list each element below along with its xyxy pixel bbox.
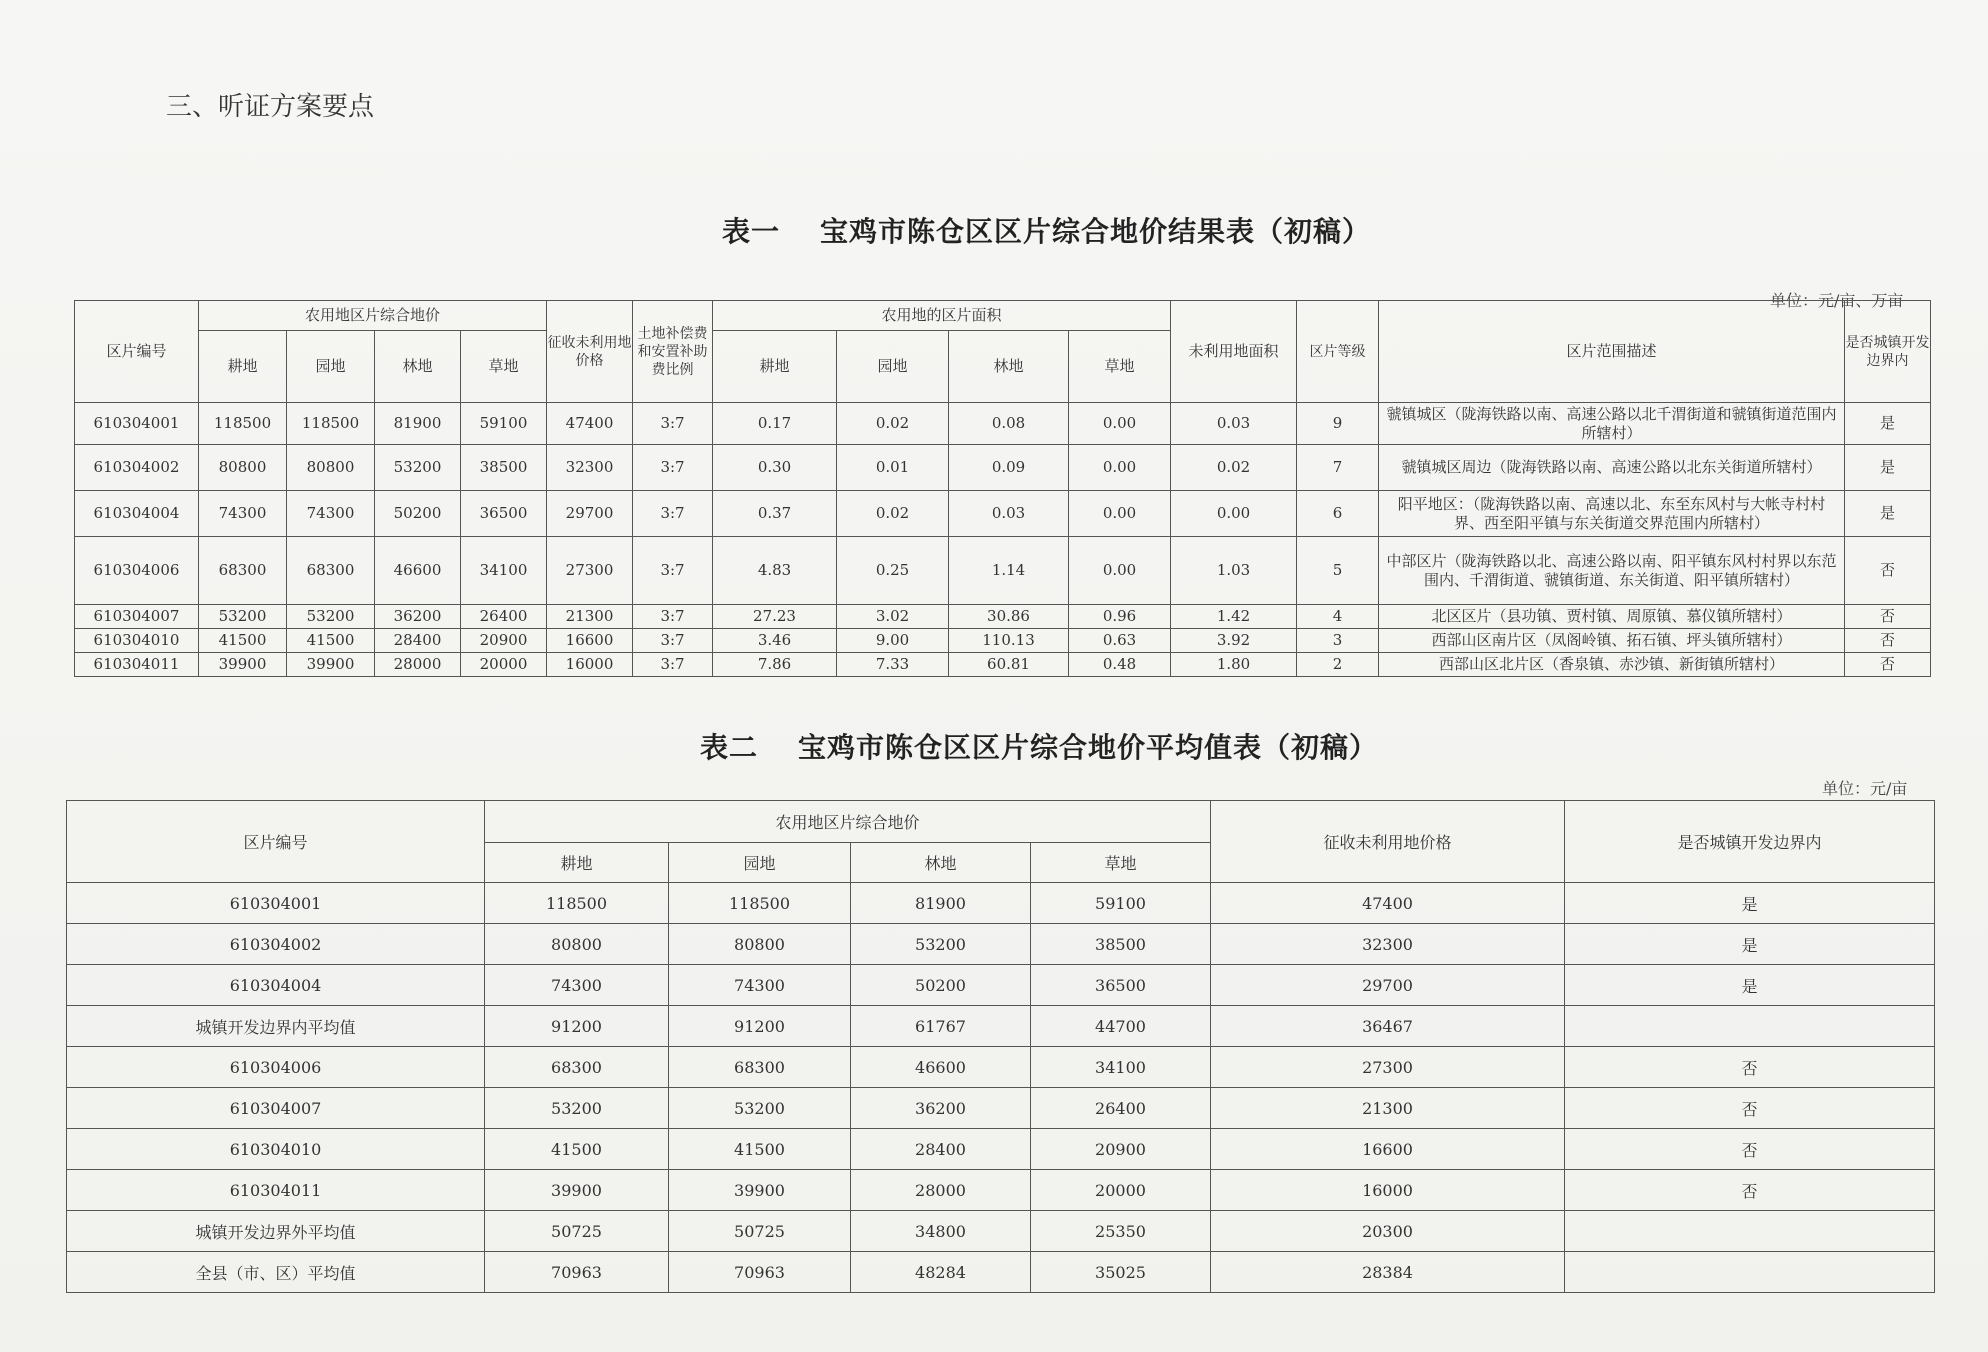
cell-price-grass: 20000 xyxy=(1031,1170,1211,1211)
t1-h-ratio: 土地补偿费和安置补助费比例 xyxy=(633,301,713,403)
cell-zone-id: 610304001 xyxy=(67,883,485,924)
cell-price-garden: 118500 xyxy=(669,883,851,924)
table-row xyxy=(67,965,1935,1006)
t1-h-garden: 园地 xyxy=(287,331,375,403)
cell-area-forest: 30.86 xyxy=(949,605,1069,629)
cell-price-garden: 80800 xyxy=(287,445,375,491)
table1 xyxy=(74,300,1931,677)
cell-price-arable: 39900 xyxy=(485,1170,669,1211)
cell-boundary: 是 xyxy=(1845,445,1931,491)
cell-unused-area: 0.03 xyxy=(1171,403,1297,445)
cell-boundary: 否 xyxy=(1565,1047,1935,1088)
table2-title-number: 表二 xyxy=(700,731,759,764)
table-row xyxy=(67,1211,1935,1252)
cell-price-grass: 34100 xyxy=(461,537,547,605)
cell-boundary: 是 xyxy=(1565,965,1935,1006)
cell-price-forest: 81900 xyxy=(851,883,1031,924)
cell-area-garden: 3.02 xyxy=(837,605,949,629)
cell-price-garden: 50725 xyxy=(669,1211,851,1252)
cell-ratio: 3:7 xyxy=(633,491,713,537)
table1-title-number: 表一 xyxy=(722,215,781,248)
table2-title-text: 宝鸡市陈仓区区片综合地价平均值表（初稿） xyxy=(798,731,1379,764)
cell-area-arable: 7.86 xyxy=(713,653,837,677)
cell-area-arable: 0.17 xyxy=(713,403,837,445)
cell-price-garden: 39900 xyxy=(287,653,375,677)
cell-area-arable: 0.37 xyxy=(713,491,837,537)
cell-unused-price: 29700 xyxy=(547,491,633,537)
cell-price-garden: 70963 xyxy=(669,1252,851,1293)
t1-h-area-forest: 林地 xyxy=(949,331,1069,403)
cell-ratio: 3:7 xyxy=(633,445,713,491)
cell-price-grass: 36500 xyxy=(1031,965,1211,1006)
cell-boundary: 是 xyxy=(1565,883,1935,924)
cell-scope: 中部区片（陇海铁路以北、高速公路以南、阳平镇东风村村界以东范围内、千渭街道、虢镇街道、东关街道、阳平镇所辖村） xyxy=(1379,537,1845,605)
cell-price-forest: 28400 xyxy=(851,1129,1031,1170)
cell-zone-id: 城镇开发边界内平均值 xyxy=(67,1006,485,1047)
cell-price-forest: 28000 xyxy=(375,653,461,677)
t1-h-area-arable: 耕地 xyxy=(713,331,837,403)
cell-price-grass: 26400 xyxy=(461,605,547,629)
t1-h-area-garden: 园地 xyxy=(837,331,949,403)
cell-area-forest: 1.14 xyxy=(949,537,1069,605)
cell-zone-id: 610304007 xyxy=(75,605,199,629)
cell-area-grass: 0.63 xyxy=(1069,629,1171,653)
t2-h-price-group: 农用地区片综合地价 xyxy=(485,801,1211,843)
cell-price-grass: 44700 xyxy=(1031,1006,1211,1047)
cell-unused-price: 32300 xyxy=(547,445,633,491)
cell-area-forest: 110.13 xyxy=(949,629,1069,653)
cell-area-garden: 9.00 xyxy=(837,629,949,653)
cell-price-arable: 41500 xyxy=(199,629,287,653)
cell-price-forest: 50200 xyxy=(375,491,461,537)
cell-unused-price: 21300 xyxy=(1211,1088,1565,1129)
table-row xyxy=(67,1170,1935,1211)
t2-h-unused-price: 征收未利用地价格 xyxy=(1211,801,1565,883)
table-row xyxy=(75,445,1931,491)
cell-ratio: 3:7 xyxy=(633,653,713,677)
cell-unused-area: 0.02 xyxy=(1171,445,1297,491)
cell-price-arable: 68300 xyxy=(485,1047,669,1088)
table-row xyxy=(75,605,1931,629)
table-row xyxy=(67,1088,1935,1129)
cell-price-forest: 61767 xyxy=(851,1006,1031,1047)
cell-grade: 3 xyxy=(1297,629,1379,653)
cell-boundary: 否 xyxy=(1845,537,1931,605)
t2-h-boundary: 是否城镇开发边界内 xyxy=(1565,801,1935,883)
cell-scope: 北区区片（县功镇、贾村镇、周原镇、慕仪镇所辖村） xyxy=(1379,605,1845,629)
cell-price-forest: 50200 xyxy=(851,965,1031,1006)
cell-area-garden: 7.33 xyxy=(837,653,949,677)
cell-boundary xyxy=(1565,1252,1935,1293)
cell-scope: 阳平地区：（陇海铁路以南、高速以北、东至东风村与大帐寺村村界、西至阳平镇与东关街道交界范围内所辖村） xyxy=(1379,491,1845,537)
cell-unused-price: 16600 xyxy=(547,629,633,653)
t1-h-area-grass: 草地 xyxy=(1069,331,1171,403)
cell-price-garden: 118500 xyxy=(287,403,375,445)
cell-area-grass: 0.00 xyxy=(1069,537,1171,605)
cell-price-grass: 20000 xyxy=(461,653,547,677)
t1-h-scope: 区片范围描述 xyxy=(1379,301,1845,403)
cell-boundary: 否 xyxy=(1845,605,1931,629)
table-row xyxy=(67,1252,1935,1293)
cell-scope: 西部山区南片区（凤阁岭镇、拓石镇、坪头镇所辖村） xyxy=(1379,629,1845,653)
table-row xyxy=(67,924,1935,965)
cell-price-arable: 53200 xyxy=(199,605,287,629)
cell-area-arable: 4.83 xyxy=(713,537,837,605)
cell-zone-id: 610304006 xyxy=(67,1047,485,1088)
cell-price-forest: 53200 xyxy=(851,924,1031,965)
table-row xyxy=(75,403,1931,445)
cell-price-garden: 41500 xyxy=(287,629,375,653)
cell-boundary xyxy=(1565,1211,1935,1252)
cell-price-grass: 34100 xyxy=(1031,1047,1211,1088)
cell-price-grass: 20900 xyxy=(461,629,547,653)
cell-zone-id: 全县（市、区）平均值 xyxy=(67,1252,485,1293)
t1-h-arable: 耕地 xyxy=(199,331,287,403)
table-row xyxy=(67,1006,1935,1047)
t1-h-grade: 区片等级 xyxy=(1297,301,1379,403)
cell-area-arable: 27.23 xyxy=(713,605,837,629)
cell-area-garden: 0.02 xyxy=(837,491,949,537)
cell-ratio: 3:7 xyxy=(633,537,713,605)
cell-price-grass: 59100 xyxy=(461,403,547,445)
cell-ratio: 3:7 xyxy=(633,629,713,653)
cell-price-forest: 36200 xyxy=(375,605,461,629)
cell-boundary: 否 xyxy=(1565,1088,1935,1129)
t1-h-grass: 草地 xyxy=(461,331,547,403)
cell-boundary xyxy=(1565,1006,1935,1047)
cell-grade: 4 xyxy=(1297,605,1379,629)
cell-price-arable: 74300 xyxy=(485,965,669,1006)
cell-boundary: 否 xyxy=(1565,1129,1935,1170)
t1-h-area-group: 农用地的区片面积 xyxy=(713,301,1171,331)
cell-area-grass: 0.00 xyxy=(1069,445,1171,491)
cell-price-arable: 41500 xyxy=(485,1129,669,1170)
t1-h-boundary: 是否城镇开发边界内 xyxy=(1845,301,1931,403)
table-row xyxy=(75,653,1931,677)
table1-title xyxy=(722,210,1371,250)
cell-area-garden: 0.02 xyxy=(837,403,949,445)
cell-area-forest: 0.08 xyxy=(949,403,1069,445)
cell-boundary: 是 xyxy=(1845,491,1931,537)
cell-price-arable: 80800 xyxy=(485,924,669,965)
cell-area-forest: 0.09 xyxy=(949,445,1069,491)
cell-price-arable: 91200 xyxy=(485,1006,669,1047)
cell-grade: 6 xyxy=(1297,491,1379,537)
table1-unit: 单位：元/亩、万亩 xyxy=(1770,291,1904,310)
table2-unit: 单位：元/亩 xyxy=(1822,779,1908,798)
cell-price-grass: 35025 xyxy=(1031,1252,1211,1293)
cell-price-arable: 74300 xyxy=(199,491,287,537)
cell-price-garden: 68300 xyxy=(287,537,375,605)
cell-area-garden: 0.25 xyxy=(837,537,949,605)
cell-area-garden: 0.01 xyxy=(837,445,949,491)
cell-price-forest: 81900 xyxy=(375,403,461,445)
cell-zone-id: 610304001 xyxy=(75,403,199,445)
cell-ratio: 3:7 xyxy=(633,605,713,629)
cell-boundary: 否 xyxy=(1845,653,1931,677)
cell-area-grass: 0.00 xyxy=(1069,491,1171,537)
cell-price-garden: 74300 xyxy=(287,491,375,537)
cell-area-forest: 0.03 xyxy=(949,491,1069,537)
cell-price-arable: 68300 xyxy=(199,537,287,605)
cell-price-forest: 34800 xyxy=(851,1211,1031,1252)
cell-boundary: 是 xyxy=(1565,924,1935,965)
cell-price-arable: 50725 xyxy=(485,1211,669,1252)
t1-h-unused-area: 未利用地面积 xyxy=(1171,301,1297,403)
table2 xyxy=(66,800,1935,1293)
cell-price-garden: 80800 xyxy=(669,924,851,965)
cell-area-grass: 0.00 xyxy=(1069,403,1171,445)
cell-price-forest: 46600 xyxy=(851,1047,1031,1088)
cell-price-arable: 80800 xyxy=(199,445,287,491)
cell-price-forest: 28000 xyxy=(851,1170,1031,1211)
cell-unused-area: 0.00 xyxy=(1171,491,1297,537)
cell-unused-price: 32300 xyxy=(1211,924,1565,965)
cell-boundary: 否 xyxy=(1565,1170,1935,1211)
cell-price-grass: 38500 xyxy=(461,445,547,491)
cell-price-grass: 26400 xyxy=(1031,1088,1211,1129)
cell-zone-id: 610304002 xyxy=(75,445,199,491)
cell-price-grass: 59100 xyxy=(1031,883,1211,924)
cell-zone-id: 610304004 xyxy=(67,965,485,1006)
section-heading: 三、听证方案要点 xyxy=(166,92,375,122)
cell-price-grass: 36500 xyxy=(461,491,547,537)
cell-price-grass: 38500 xyxy=(1031,924,1211,965)
table-row xyxy=(67,1129,1935,1170)
t1-h-zone-id: 区片编号 xyxy=(75,301,199,403)
cell-zone-id: 610304011 xyxy=(75,653,199,677)
cell-boundary: 是 xyxy=(1845,403,1931,445)
table-row xyxy=(75,629,1931,653)
cell-zone-id: 610304010 xyxy=(67,1129,485,1170)
cell-unused-price: 27300 xyxy=(1211,1047,1565,1088)
table2-header-row-1 xyxy=(67,801,1935,843)
cell-price-forest: 48284 xyxy=(851,1252,1031,1293)
cell-price-arable: 53200 xyxy=(485,1088,669,1129)
table1-header-row-1 xyxy=(75,301,1931,331)
cell-price-arable: 118500 xyxy=(199,403,287,445)
cell-unused-area: 1.80 xyxy=(1171,653,1297,677)
cell-zone-id: 610304011 xyxy=(67,1170,485,1211)
cell-unused-price: 28384 xyxy=(1211,1252,1565,1293)
cell-price-garden: 53200 xyxy=(287,605,375,629)
t2-h-grass: 草地 xyxy=(1031,843,1211,883)
table-row xyxy=(67,883,1935,924)
table1-title-text: 宝鸡市陈仓区区片综合地价结果表（初稿） xyxy=(820,215,1372,248)
cell-price-garden: 91200 xyxy=(669,1006,851,1047)
t2-h-arable: 耕地 xyxy=(485,843,669,883)
cell-zone-id: 610304010 xyxy=(75,629,199,653)
cell-price-arable: 118500 xyxy=(485,883,669,924)
cell-unused-price: 27300 xyxy=(547,537,633,605)
cell-price-grass: 25350 xyxy=(1031,1211,1211,1252)
cell-zone-id: 610304002 xyxy=(67,924,485,965)
t2-h-garden: 园地 xyxy=(669,843,851,883)
cell-boundary: 否 xyxy=(1845,629,1931,653)
cell-price-arable: 70963 xyxy=(485,1252,669,1293)
cell-scope: 虢镇城区（陇海铁路以南、高速公路以北千渭街道和虢镇街道范围内所辖村） xyxy=(1379,403,1845,445)
cell-price-forest: 46600 xyxy=(375,537,461,605)
cell-grade: 7 xyxy=(1297,445,1379,491)
cell-unused-price: 29700 xyxy=(1211,965,1565,1006)
cell-zone-id: 610304007 xyxy=(67,1088,485,1129)
t1-h-unused-price: 征收未利用地价格 xyxy=(547,301,633,403)
cell-unused-area: 1.03 xyxy=(1171,537,1297,605)
cell-unused-area: 3.92 xyxy=(1171,629,1297,653)
cell-area-grass: 0.96 xyxy=(1069,605,1171,629)
cell-price-arable: 39900 xyxy=(199,653,287,677)
cell-unused-area: 1.42 xyxy=(1171,605,1297,629)
cell-grade: 2 xyxy=(1297,653,1379,677)
cell-price-garden: 74300 xyxy=(669,965,851,1006)
cell-zone-id: 城镇开发边界外平均值 xyxy=(67,1211,485,1252)
cell-scope: 虢镇城区周边（陇海铁路以南、高速公路以北东关街道所辖村） xyxy=(1379,445,1845,491)
cell-unused-price: 36467 xyxy=(1211,1006,1565,1047)
cell-area-forest: 60.81 xyxy=(949,653,1069,677)
cell-price-forest: 28400 xyxy=(375,629,461,653)
cell-grade: 5 xyxy=(1297,537,1379,605)
cell-unused-price: 47400 xyxy=(1211,883,1565,924)
cell-price-garden: 41500 xyxy=(669,1129,851,1170)
cell-grade: 9 xyxy=(1297,403,1379,445)
cell-price-garden: 68300 xyxy=(669,1047,851,1088)
table-row xyxy=(75,537,1931,605)
cell-price-forest: 53200 xyxy=(375,445,461,491)
cell-unused-price: 16000 xyxy=(1211,1170,1565,1211)
cell-price-forest: 36200 xyxy=(851,1088,1031,1129)
cell-unused-price: 20300 xyxy=(1211,1211,1565,1252)
cell-unused-price: 16000 xyxy=(547,653,633,677)
cell-price-garden: 53200 xyxy=(669,1088,851,1129)
cell-unused-price: 21300 xyxy=(547,605,633,629)
t2-h-forest: 林地 xyxy=(851,843,1031,883)
table-row xyxy=(75,491,1931,537)
cell-scope: 西部山区北片区（香泉镇、赤沙镇、新街镇所辖村） xyxy=(1379,653,1845,677)
t1-h-forest: 林地 xyxy=(375,331,461,403)
cell-zone-id: 610304006 xyxy=(75,537,199,605)
t2-h-zone-id: 区片编号 xyxy=(67,801,485,883)
cell-area-arable: 0.30 xyxy=(713,445,837,491)
cell-zone-id: 610304004 xyxy=(75,491,199,537)
cell-price-garden: 39900 xyxy=(669,1170,851,1211)
cell-price-grass: 20900 xyxy=(1031,1129,1211,1170)
cell-ratio: 3:7 xyxy=(633,403,713,445)
table2-title xyxy=(700,726,1378,766)
cell-unused-price: 16600 xyxy=(1211,1129,1565,1170)
cell-area-arable: 3.46 xyxy=(713,629,837,653)
t1-h-price-group: 农用地区片综合地价 xyxy=(199,301,547,331)
cell-unused-price: 47400 xyxy=(547,403,633,445)
table-row xyxy=(67,1047,1935,1088)
cell-area-grass: 0.48 xyxy=(1069,653,1171,677)
